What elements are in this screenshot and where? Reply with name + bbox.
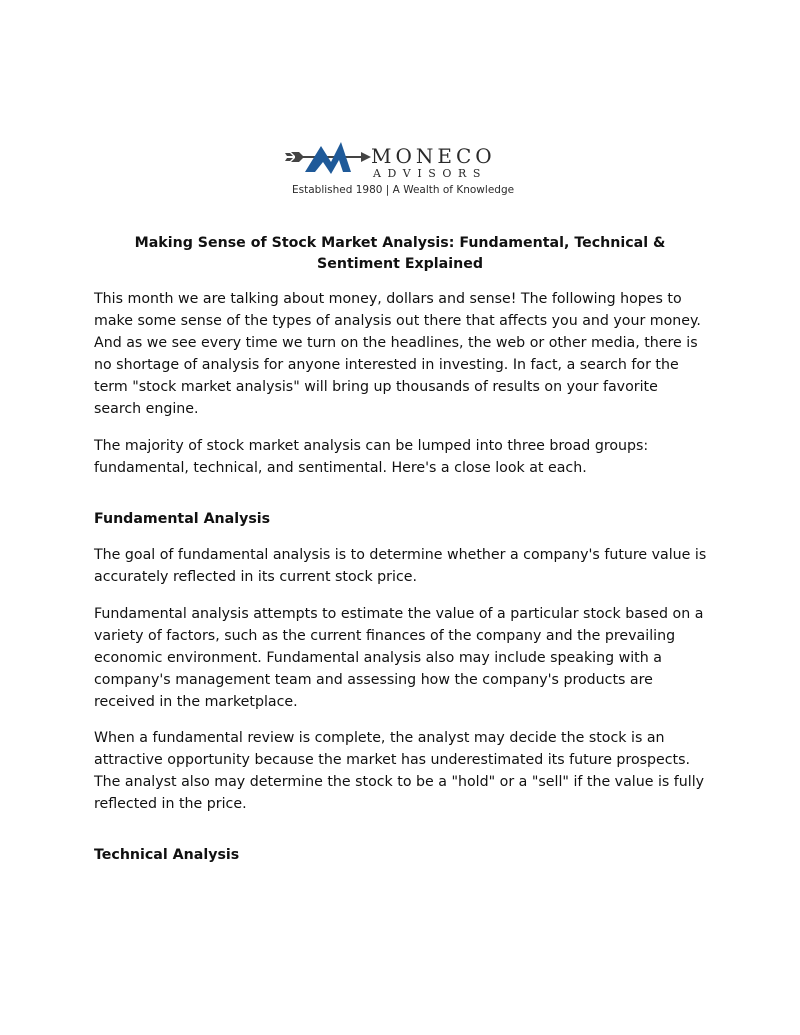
fundamental-analysis-heading: Fundamental Analysis [94, 511, 271, 527]
moneco-m-arrow-icon [285, 128, 371, 176]
document-title: Making Sense of Stock Market Analysis: Fundamental, Technical & Sentiment Explained [134, 235, 666, 272]
fundamental-paragraph-2: Fundamental analysis attempts to estimate the value of a particular stock based on a variety of factors, such as the current finances of the company and the prevailing economic environment. Fundamental analysis also may include speaking with a company's management team and assessing how the company's products are received in the marketplace. [94, 606, 704, 710]
technical-analysis-heading: Technical Analysis [94, 847, 240, 863]
intro-paragraph-1: This month we are talking about money, dollars and sense! The following hopes to make some sense of the types of analysis out there that affects you and your money. And as we see every time we turn on the headlines, the web or other media, there is no shortage of analysis for anyone interested in investing. In fact, a search for the term "stock market analysis" will bring up thousands of results on your favorite search engine. [94, 291, 701, 417]
company-logo [285, 128, 515, 208]
intro-paragraph-2: The majority of stock market analysis can be lumped into three broad groups: fundamental, technical, and sentimental. Here's a close look at each. [94, 438, 649, 476]
fundamental-paragraph-3: When a fundamental review is complete, the analyst may decide the stock is an attractive opportunity because the market has underestimated its future prospects. The analyst also may determine the stock to be a "hold" or a "sell" if the value is fully reflected in the price. [94, 730, 705, 812]
logo-tagline: Established 1980 | A Wealth of Knowledge [292, 184, 515, 196]
fundamental-paragraph-1: The goal of fundamental analysis is to determine whether a company's future value is accurately reflected in its current stock price. [94, 547, 707, 585]
logo-subtitle: ADVISORS [373, 167, 488, 180]
logo-name: MONECO [371, 144, 496, 168]
